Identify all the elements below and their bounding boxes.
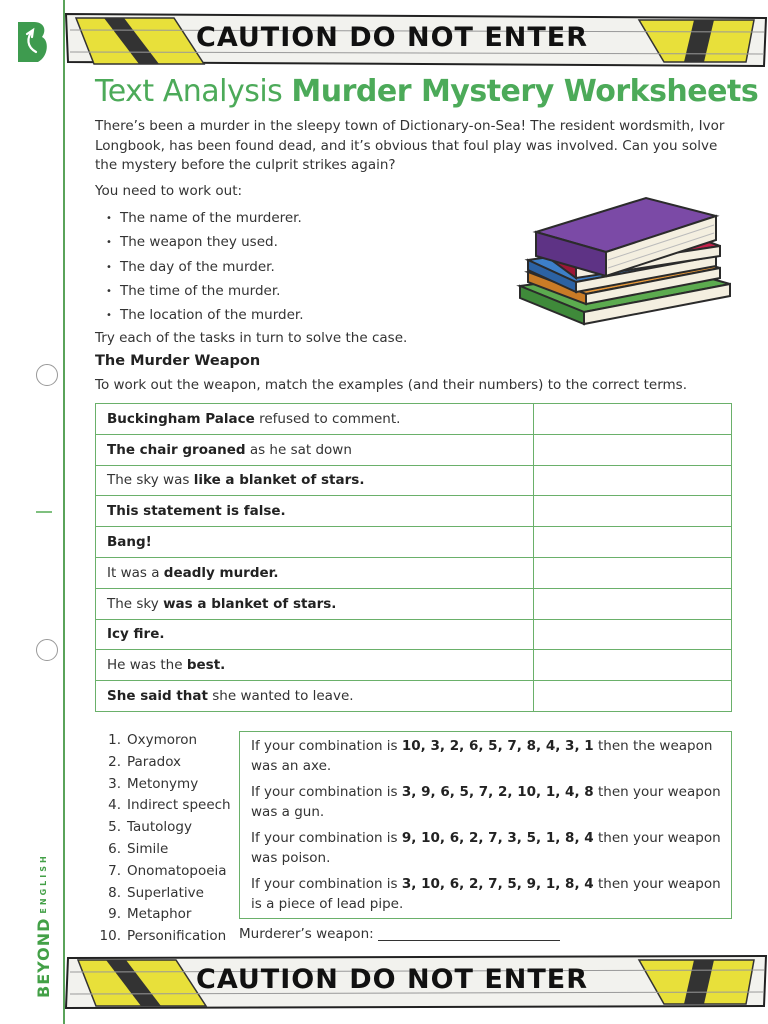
example-cell: He was the best. xyxy=(96,650,534,681)
try-each-text: Try each of the tasks in turn to solve the case. xyxy=(95,330,408,346)
caution-text: CAUTION DO NOT ENTER xyxy=(196,964,589,995)
title-bold: Murder Mystery Worksheets xyxy=(291,74,759,109)
fold-mark xyxy=(36,511,52,513)
matching-table xyxy=(95,403,732,712)
list-item: 6. Simile xyxy=(108,840,169,857)
weapon-answer xyxy=(239,926,560,942)
clue-poison: If your combination is 9, 10, 6, 2, 7, 3, 5, 1, 8, 4 then your weapon was poison. xyxy=(251,830,721,866)
list-item: 10. Personification xyxy=(99,928,227,945)
example-cell: The sky was like a blanket of stars. xyxy=(96,465,534,496)
beyond-logo-icon xyxy=(14,20,50,64)
example-cell: Bang! xyxy=(96,527,534,558)
needs-list xyxy=(106,209,304,330)
list-item: 5. Tautology xyxy=(108,819,192,836)
books-illustration xyxy=(516,194,734,346)
list-item: 1. Oxymoron xyxy=(108,732,198,748)
binder-hole xyxy=(36,639,58,661)
brand-sub: ENGLISH xyxy=(39,853,48,914)
answer-cell[interactable] xyxy=(534,527,732,558)
table-row xyxy=(96,434,732,465)
example-cell: The chair groaned as he sat down xyxy=(96,434,534,465)
answer-cell[interactable] xyxy=(534,588,732,619)
table-row xyxy=(96,650,732,681)
answer-cell[interactable] xyxy=(534,681,732,712)
example-cell: This statement is false. xyxy=(96,496,534,527)
table-row xyxy=(96,404,732,435)
caution-tape-top xyxy=(64,12,768,68)
list-item: • The location of the murder. xyxy=(106,306,304,330)
list-item: 2. Paradox xyxy=(108,753,182,770)
list-item: • The time of the murder. xyxy=(106,282,304,306)
answer-cell[interactable] xyxy=(534,465,732,496)
brand-name: BEYOND xyxy=(34,917,53,998)
answer-cell[interactable] xyxy=(534,557,732,588)
table-row xyxy=(96,557,732,588)
example-cell: The sky was a blanket of stars. xyxy=(96,588,534,619)
section-instruction: To work out the weapon, match the examples (and their numbers) to the correct terms. xyxy=(95,377,687,393)
list-item: 4. Indirect speech xyxy=(108,797,231,814)
table-row xyxy=(96,496,732,527)
terms-list xyxy=(95,730,231,948)
weapon-answer-label: Murderer’s weapon: xyxy=(239,926,374,942)
list-item: 8. Superlative xyxy=(108,884,204,901)
combination-clues-box xyxy=(239,731,732,919)
caution-text: CAUTION DO NOT ENTER xyxy=(196,22,589,53)
list-item: 3. Metonymy xyxy=(108,775,199,792)
binder-hole xyxy=(36,364,58,386)
list-item: 9. Metaphor xyxy=(108,906,192,923)
clue-lead-pipe: If your combination is 3, 10, 6, 2, 7, 5, 9, 1, 8, 4 then your weapon is a piece of lead pipe. xyxy=(251,876,721,912)
section-heading: The Murder Weapon xyxy=(95,353,261,369)
answer-cell[interactable] xyxy=(534,650,732,681)
example-cell: She said that she wanted to leave. xyxy=(96,681,534,712)
answer-cell[interactable] xyxy=(534,404,732,435)
table-row xyxy=(96,588,732,619)
table-row xyxy=(96,527,732,558)
list-item: • The day of the murder. xyxy=(106,258,304,282)
table-row xyxy=(96,465,732,496)
clue-gun: If your combination is 3, 9, 6, 5, 7, 2, 10, 1, 4, 8 then your weapon was a gun. xyxy=(251,784,721,820)
answer-cell[interactable] xyxy=(534,496,732,527)
answer-cell[interactable] xyxy=(534,434,732,465)
answer-cell[interactable] xyxy=(534,619,732,650)
clue-axe: If your combination is 10, 3, 2, 6, 5, 7, 8, 4, 3, 1 then the weapon was an axe. xyxy=(251,738,713,774)
list-item: • The weapon they used. xyxy=(106,233,304,257)
title-light: Text Analysis xyxy=(95,74,283,109)
need-label: You need to work out: xyxy=(95,183,243,199)
list-item: • The name of the murderer. xyxy=(106,209,304,233)
caution-tape-bottom xyxy=(64,954,768,1010)
example-cell: Buckingham Palace refused to comment. xyxy=(96,404,534,435)
margin-line xyxy=(63,0,65,1024)
brand-vertical xyxy=(34,853,53,998)
weapon-answer-blank[interactable] xyxy=(378,927,560,941)
table-row xyxy=(96,619,732,650)
example-cell: It was a deadly murder. xyxy=(96,557,534,588)
table-row xyxy=(96,681,732,712)
page-title xyxy=(95,74,758,109)
intro-paragraph: There’s been a murder in the sleepy town of Dictionary-on-Sea! The resident wordsmith, Ivor Longbook, has been found dead, and it’s obvious that foul play was involved. Can you solve the mystery before the culprit strikes again? xyxy=(95,118,725,173)
example-cell: Icy fire. xyxy=(96,619,534,650)
list-item: 7. Onomatopoeia xyxy=(108,862,227,879)
